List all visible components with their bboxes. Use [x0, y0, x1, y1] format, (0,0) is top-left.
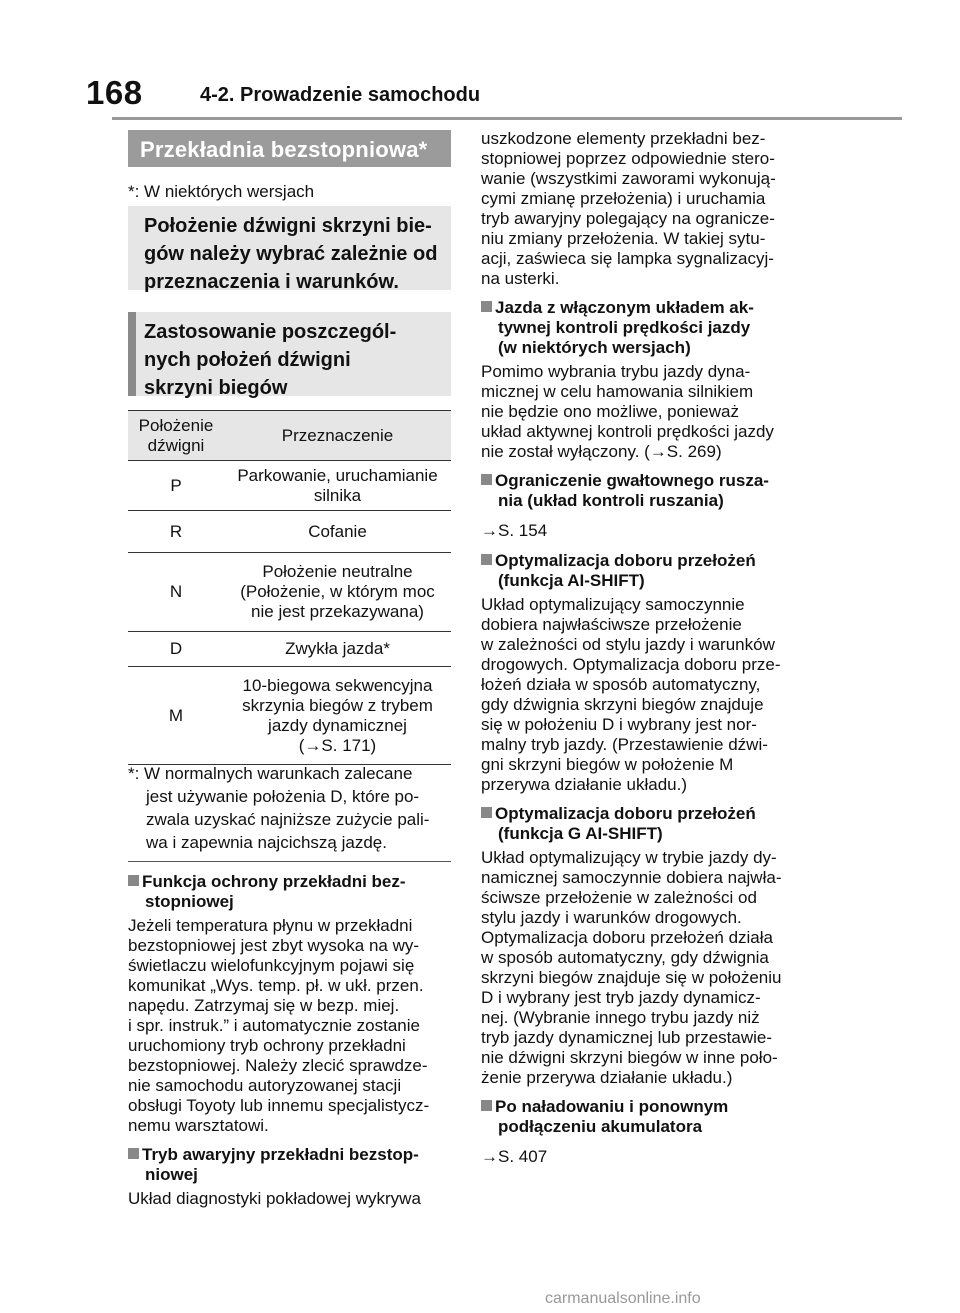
- footnote-line: jest używanie położenia D, które po-: [146, 787, 420, 806]
- body-line: ściwsze przełożenie w zależności od: [481, 888, 757, 907]
- body-line: acji, zaświeca się lampka sygnalizacyj-: [481, 249, 774, 268]
- subsection-title: [481, 471, 811, 511]
- body-line: nej. (Wybranie innego trybu jazdy niż: [481, 1008, 760, 1027]
- body-line: nie został wyłączony. (→S. 269): [481, 442, 722, 461]
- table-row: [128, 667, 451, 765]
- body-line: bezstopniowej jest zbyt wysoka na wy-: [128, 936, 420, 955]
- body-line: Pomimo wybrania trybu jazdy dyna-: [481, 362, 751, 381]
- body-line: malny tryb jazdy. (Przestawienie dźwi-: [481, 735, 768, 754]
- cell-purpose: Parkowanie, uruchamianie silnika: [237, 465, 438, 505]
- square-bullet-icon: [481, 1100, 492, 1111]
- watermark: carmanualsonline.info: [545, 1290, 701, 1307]
- cell-purpose: Zwykła jazda*: [285, 639, 390, 658]
- body-line: tryb awaryjny polegający na ogranicze-: [481, 209, 775, 228]
- body-line: uszkodzone elementy przekładni bez-: [481, 129, 766, 148]
- body-line: Układ diagnostyki pokładowej wykrywa: [128, 1189, 421, 1208]
- title-line: Jazda z włączonym układem ak-: [495, 298, 754, 317]
- body-line: drogowych. Optymalizacja doboru prze-: [481, 655, 781, 674]
- body-line: obsługi Toyoty lub innemu specjalistycz-: [128, 1096, 430, 1115]
- body-line: świetlaczu wielofunkcyjnym pojawi się: [128, 956, 415, 975]
- cell-purpose: Cofanie: [308, 521, 367, 541]
- body-line: Układ optymalizujący samoczynnie: [481, 595, 745, 614]
- subsection-body: [481, 521, 811, 541]
- subsection-title: [481, 804, 811, 844]
- body-line: nie będzie ono możliwe, ponieważ: [481, 402, 739, 421]
- body-line: namicznej samoczynnie dobiera najwła-: [481, 868, 782, 887]
- title-line: Tryb awaryjny przekładni bezstop-: [142, 1145, 419, 1164]
- body-line: nie samochodu autoryzowanej stacji: [128, 1076, 402, 1095]
- body-line: napędu. Zatrzymaj się w bezp. miej.: [128, 996, 400, 1015]
- cell-position: P: [170, 475, 182, 495]
- body-line: gni skrzyni biegów w położenie M: [481, 755, 734, 774]
- square-bullet-icon: [481, 807, 492, 818]
- body-line: gdy dźwignia skrzyni biegów znajduje: [481, 695, 764, 714]
- subsection-title: [128, 1145, 458, 1185]
- body-line: komunikat „Wys. temp. pł. w ukł. przen.: [128, 976, 424, 995]
- title-line: Ograniczenie gwałtownego rusza-: [495, 471, 769, 490]
- table-row: [128, 461, 451, 511]
- intro-line: Położenie dźwigni skrzyni bie-: [144, 215, 432, 237]
- subsection-body: [128, 916, 458, 1136]
- title-line: (funkcja G AI-SHIFT): [498, 824, 663, 843]
- body-line: układ aktywnej kontroli prędkości jazdy: [481, 422, 774, 441]
- body-line: żenie przerywa działanie układu.): [481, 1068, 733, 1087]
- subsection-protection: [128, 872, 458, 1209]
- body-line: stylu jazdy i warunków drogowych.: [481, 908, 742, 927]
- body-line: w sposób automatyczny, gdy dźwignia: [481, 948, 769, 967]
- subsection-heading-line: nych położeń dźwigni: [144, 349, 351, 371]
- subsection-title: [128, 872, 458, 912]
- intro-line: gów należy wybrać zależnie od: [144, 243, 438, 265]
- title-line: Po naładowaniu i ponownym: [495, 1097, 729, 1116]
- body-line: przerywa działanie układu.): [481, 775, 687, 794]
- continued-body: [481, 129, 811, 289]
- cell-position: R: [169, 521, 183, 541]
- title-line: (w niektórych wersjach): [498, 338, 691, 357]
- subsection-body: [481, 595, 811, 795]
- page-number: 168: [86, 74, 143, 111]
- table-row: [128, 553, 451, 632]
- body-line: nemu warsztatowi.: [128, 1116, 269, 1135]
- body-line: D i wybrany jest tryb jazdy dynamicz-: [481, 988, 761, 1007]
- body-line: nie dźwigni skrzyni biegów w inne poło-: [481, 1048, 778, 1067]
- subsection-title: [481, 298, 811, 358]
- body-line: uruchomiony tryb ochrony przekładni: [128, 1036, 406, 1055]
- square-bullet-icon: [128, 1148, 139, 1159]
- subsection-body: [481, 1147, 811, 1167]
- table-header-row: [128, 411, 451, 461]
- square-bullet-icon: [481, 301, 492, 312]
- shift-position-table: [128, 410, 451, 765]
- title-line: Funkcja ochrony przekładni bez-: [142, 872, 406, 891]
- cell-purpose: 10-biegowa sekwencyjna skrzynia biegów z trybem jazdy dynamicznej (→S. 171): [242, 675, 433, 755]
- subsection-body: [481, 848, 811, 1088]
- chapter-title: 4-2. Prowadzenie samochodu: [200, 84, 481, 106]
- body-line: tryb jazdy dynamicznej lub przestawie-: [481, 1028, 773, 1047]
- subsection-title: [481, 551, 811, 591]
- title-line: podłączeniu akumulatora: [498, 1117, 703, 1136]
- body-line: na usterki.: [481, 269, 560, 288]
- title-line: Optymalizacja doboru przełożeń: [495, 551, 756, 570]
- title-line: stopniowej: [145, 892, 234, 911]
- title-line: niowej: [145, 1165, 198, 1184]
- footnote-line: wa i zapewnia najcichszą jazdę.: [146, 833, 387, 852]
- body-line: dobiera najwłaściwsze przełożenie: [481, 615, 742, 634]
- subsection-heading-box: [128, 312, 451, 399]
- body-line: niu zmiany przełożenia. W takiej sytu-: [481, 229, 766, 248]
- section-title: Przekładnia bezstopniowa*: [128, 130, 451, 167]
- footnote-line: zwala uzyskać najniższe zużycie pali-: [146, 810, 430, 829]
- intro-box: [128, 206, 451, 293]
- body-line: Jeżeli temperatura płynu w przekładni: [128, 916, 413, 935]
- column-header-purpose: Przeznaczenie: [224, 411, 451, 461]
- body-line: skrzyni biegów znajduje się w położeniu: [481, 968, 782, 987]
- title-line: nia (układ kontroli ruszania): [498, 491, 724, 510]
- header-divider: [112, 117, 902, 120]
- subsection-title: [481, 1097, 811, 1137]
- body-line: stopniowej poprzez odpowiednie stero-: [481, 149, 775, 168]
- title-line: Optymalizacja doboru przełożeń: [495, 804, 756, 823]
- square-bullet-icon: [128, 875, 139, 886]
- body-line: Optymalizacja doboru przełożeń działa: [481, 928, 773, 947]
- cell-position: N: [169, 582, 183, 601]
- cell-position: D: [169, 639, 183, 658]
- body-line: bezstopniowej. Należy zlecić sprawdze-: [128, 1056, 428, 1075]
- cell-purpose: Położenie neutralne (Położenie, w którym moc nie jest przekazywana): [240, 562, 435, 621]
- body-line: wanie (wszystkimi zaworami wykonują-: [481, 169, 776, 188]
- body-line: w zależności od stylu jazdy i warunków: [481, 635, 775, 654]
- subsection-heading-line: Zastosowanie poszczegól-: [144, 321, 397, 343]
- table-row: [128, 511, 451, 553]
- table-row: [128, 632, 451, 667]
- intro-line: przeznaczenia i warunków.: [144, 271, 399, 293]
- square-bullet-icon: [481, 554, 492, 565]
- title-line: (funkcja AI-SHIFT): [498, 571, 645, 590]
- subsection-heading-line: skrzyni biegów: [144, 377, 288, 399]
- body-line: się w położeniu D i wybrany jest nor-: [481, 715, 757, 734]
- title-line: tywnej kontroli prędkości jazdy: [498, 318, 751, 337]
- right-column: [481, 129, 811, 1167]
- footnote-d: [128, 762, 458, 854]
- page-reference: →S. 407: [481, 1147, 548, 1166]
- body-line: micznej w celu hamowania silnikiem: [481, 382, 754, 401]
- divider: [128, 861, 451, 862]
- footnote-versions: *: W niektórych wersjach: [128, 182, 315, 201]
- body-line: Układ optymalizujący w trybie jazdy dy-: [481, 848, 777, 867]
- page-reference: →S. 154: [481, 521, 548, 540]
- footnote-line: *: W normalnych warunkach zalecane: [128, 764, 413, 783]
- subsection-body: [128, 1189, 458, 1209]
- body-line: cymi zmianę przełożenia) i uruchamia: [481, 189, 766, 208]
- column-header-position: Położenie dźwigni: [128, 411, 224, 461]
- square-bullet-icon: [481, 474, 492, 485]
- cell-position: M: [168, 705, 184, 725]
- subsection-body: [481, 362, 811, 462]
- body-line: i spr. instruk.” i automatycznie zostanie: [128, 1016, 420, 1035]
- body-line: łożeń działa w sposób automatyczny,: [481, 675, 761, 694]
